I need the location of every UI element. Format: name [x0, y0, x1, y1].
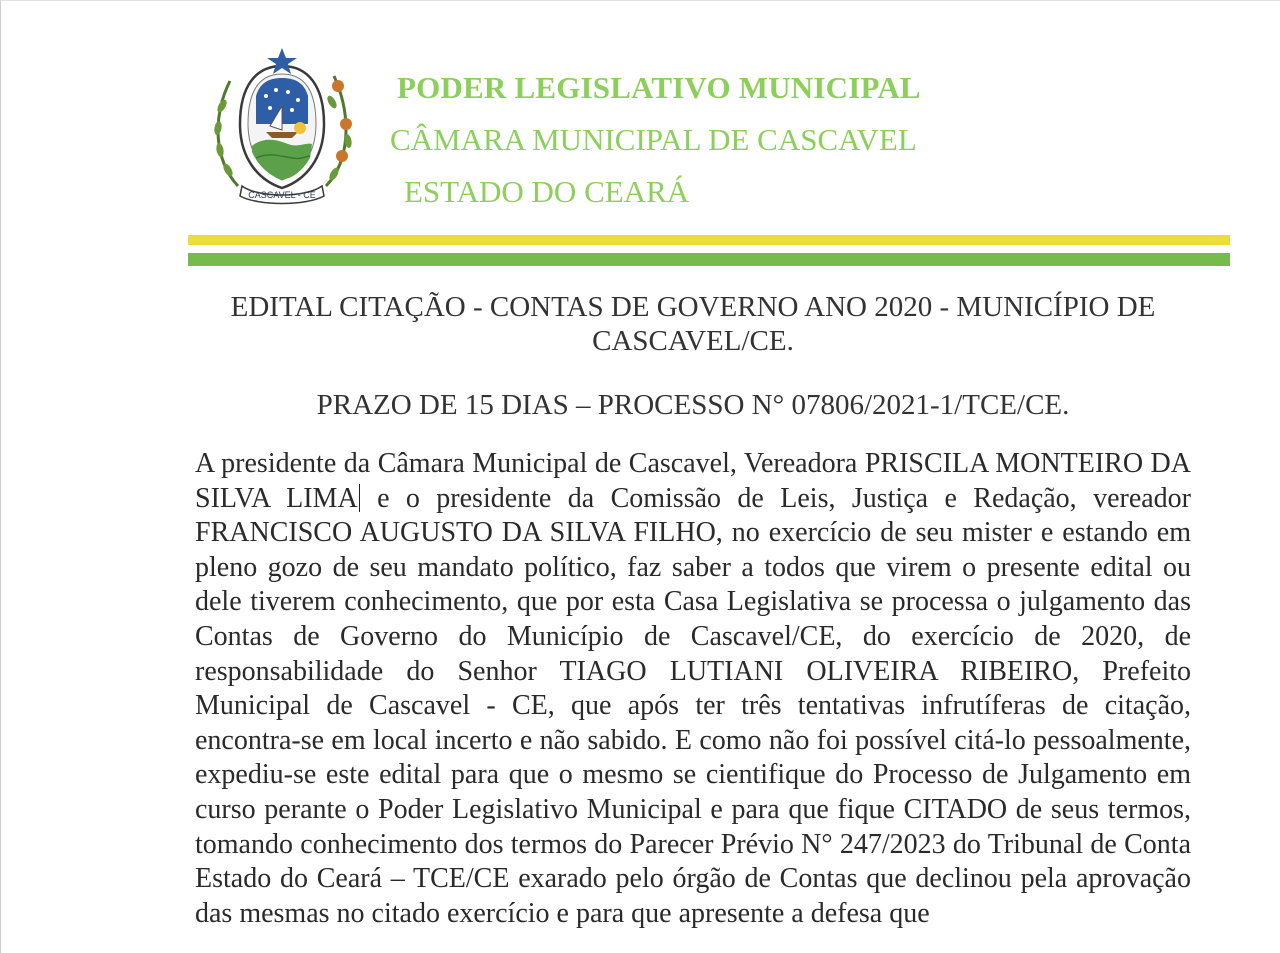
header-line-chamber: CÂMARA MUNICIPAL DE CASCAVEL: [390, 122, 917, 157]
text-cursor: [359, 484, 360, 512]
page-left-edge: [0, 0, 1, 953]
document-subtitle: PRAZO DE 15 DIAS – PROCESSO N° 07806/2021-1/TCE/CE.: [316, 389, 1070, 421]
header-line-legislative: PODER LEGISLATIVO MUNICIPAL: [397, 70, 921, 105]
seal-caption: CASCAVEL - CE: [248, 190, 316, 200]
page-top-edge: [0, 0, 1280, 1]
body-text-part1: A presidente da Câmara Municipal de Cascavel, Vereadora PRISCILA MONTEIRO DA SILVA LIMA: [195, 448, 1191, 514]
header-stripe-green: [188, 253, 1230, 266]
body-text-part2: e o presidente da Comissão de Leis, Justiça e Redação, vereador FRANCISCO AUGUSTO DA SILVA FILHO, no exercício de seu mister e estando em pleno gozo de seu mandato político, faz saber a todos que virem o presente edital ou dele tiverem conhecimento, que por esta Casa Legislativa se processa o julgamento das Contas de Governo do Município de Cascavel/CE, do exercício de 2020, de responsabilidade do Senhor TIAGO LUTIANI OLIVEIRA RIBEIRO, Prefeito Municipal de Cascavel - CE, que após ter três tentativas infrutíferas de citação, encontra-se em local incerto e não sabido. E como não foi possível citá-lo pessoalmente, expediu-se este edital para que o mesmo se cientifique do Processo de Julgamento em curso perante o Poder Legislativo Municipal e para que fique CITADO de seus termos, tomando conhecimento dos termos do Parecer Prévio N° 247/2023 do Tribunal de Conta Estado do Ceará – TCE/CE exarado pelo órgão de Contas que declinou pela aprovação das mesmas no citado exercício e para que apresente a defesa que: [195, 482, 1192, 929]
document-body[interactable]: [195, 447, 1191, 931]
municipal-seal-icon: [208, 46, 356, 206]
document-title: EDITAL CITAÇÃO - CONTAS DE GOVERNO ANO 2020 - MUNICÍPIO DE CASCAVEL/CE.: [230, 291, 1156, 357]
header-stripe-yellow: [188, 235, 1230, 245]
header-line-state: ESTADO DO CEARÁ: [404, 174, 690, 209]
